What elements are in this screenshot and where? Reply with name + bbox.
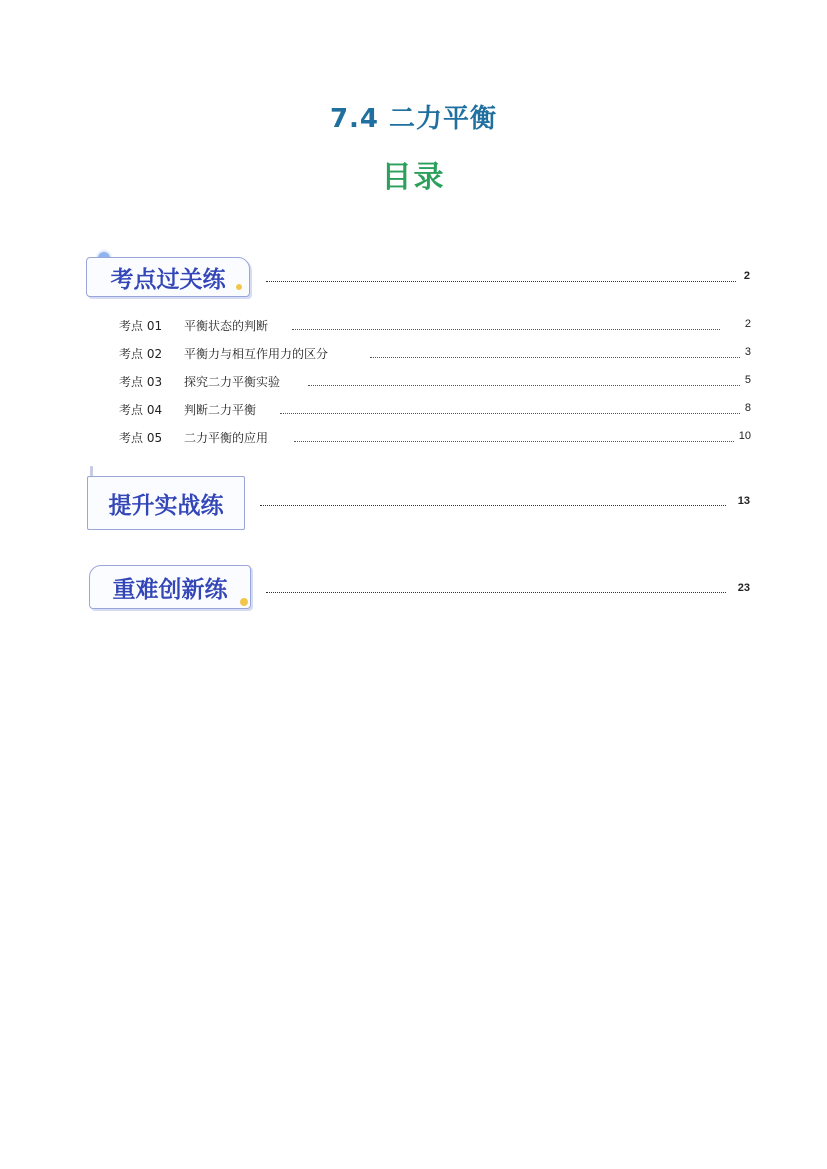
section-badge-tisheng[interactable]: 提升实战练 xyxy=(87,476,245,530)
section-badge-kaodian[interactable]: 考点过关练 xyxy=(86,257,250,297)
toc-leader xyxy=(292,329,720,330)
decorative-dot-icon xyxy=(240,598,248,606)
toc-item-code: 考点 03 xyxy=(119,375,163,389)
toc-leader xyxy=(308,385,740,386)
toc-leader xyxy=(260,505,726,506)
toc-item-page: 2 xyxy=(744,318,751,330)
toc-item-code: 考点 01 xyxy=(119,319,163,333)
toc-page-number[interactable]: 2 xyxy=(743,270,750,282)
toc-item-title: 二力平衡的应用 xyxy=(184,429,271,446)
toc-heading: 目录 xyxy=(381,160,446,195)
toc-item-page: 5 xyxy=(744,374,751,386)
section-badge-zhongnan[interactable]: 重难创新练 xyxy=(89,565,251,609)
toc-item-page: 8 xyxy=(744,402,751,414)
toc-item-page: 3 xyxy=(744,346,751,358)
toc-page-number[interactable]: 13 xyxy=(737,495,750,507)
toc-item-code: 考点 04 xyxy=(119,403,163,417)
toc-item-title: 探究二力平衡实验 xyxy=(184,373,283,390)
toc-item-code: 考点 02 xyxy=(119,347,163,361)
toc-item-title: 平衡力与相互作用力的区分 xyxy=(184,345,331,362)
document-title: 7.4 二力平衡 xyxy=(329,104,498,134)
toc-item-code: 考点 05 xyxy=(119,431,163,445)
toc-item-title: 判断二力平衡 xyxy=(184,401,259,418)
toc-leader xyxy=(294,441,734,442)
toc-leader xyxy=(266,592,726,593)
decorative-dot-icon xyxy=(236,284,242,290)
toc-item-title: 平衡状态的判断 xyxy=(184,317,271,334)
toc-leader xyxy=(266,281,736,282)
toc-page-number[interactable]: 23 xyxy=(737,582,750,594)
toc-item-page: 10 xyxy=(738,430,751,442)
toc-leader xyxy=(370,357,740,358)
toc-leader xyxy=(280,413,740,414)
